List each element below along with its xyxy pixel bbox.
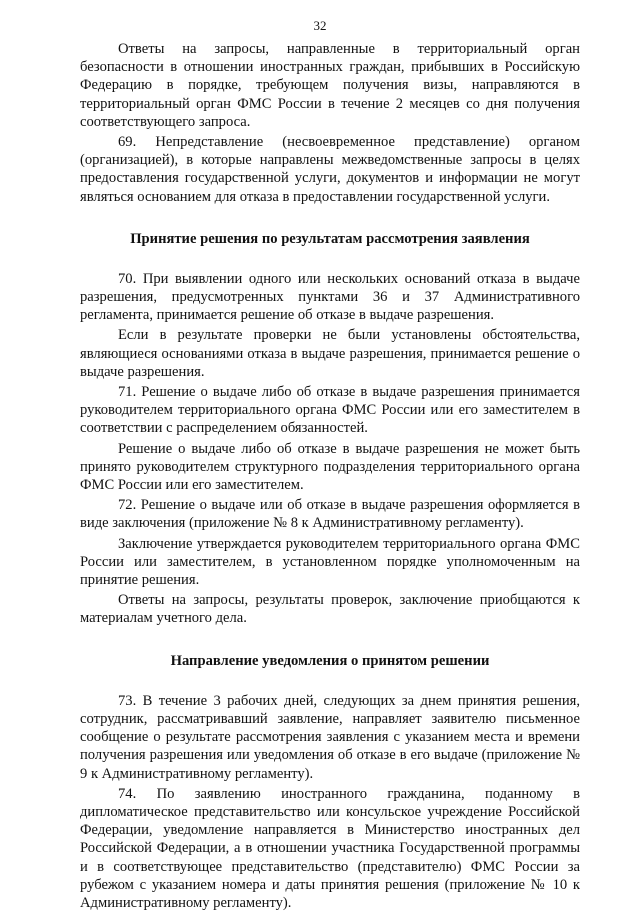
paragraph-72-conclusion: Заключение утверждается руководителем территориального органа ФМС России или заместителем, в установленном порядке уполномоченным на принятие решения. <box>80 535 580 589</box>
paragraph-72: 72. Решение о выдаче или об отказе в выдаче разрешения оформляется в виде заключения (приложение № 8 к Административному регламенту). <box>80 497 580 532</box>
section-heading-notification: Направление уведомления о принятом решении <box>170 652 490 669</box>
paragraph-71-continued: Решение о выдаче либо об отказе в выдаче разрешения не может быть принято руководителем структурного подразделения территориального органа ФМС России или его заместителем. <box>80 440 580 494</box>
section-heading-decision: Принятие решения по результатам рассмотрения заявления <box>130 230 530 247</box>
paragraph-security-answers: Ответы на запросы, направленные в территориальный орган безопасности в отношении иностранных граждан, прибывших в Российскую Федерацию в порядке, требующем получения визы, направляются в территориальный орган ФМС России в течение 2 месяцев со дня получения соответствующего запроса. <box>80 41 580 130</box>
paragraph-74: 74. По заявлению иностранного гражданина, поданному в дипломатическое представительство или консульское учреждение Российской Федерации, уведомление направляется в Министерство иностранных дел Российской Федерации, а в отношении участника Государственной программы и в соответствующее представительство (представителю) ФМС России за рубежом с указанием номера и даты принятия решения (приложение № 10 к Административному регламенту). <box>80 785 580 911</box>
paragraph-70: 70. При выявлении одного или нескольких оснований отказа в выдаче разрешения, предусмотренных пунктами 36 и 37 Административного регламента, принимается решение об отказе в выдаче разрешения. <box>80 270 580 324</box>
paragraph-71: 71. Решение о выдаче либо об отказе в выдаче разрешения принимается руководителем территориального органа ФМС России или его заместителем в соответствии с распределением обязанностей. <box>80 384 580 437</box>
paragraph-72-attachments: Ответы на запросы, результаты проверок, заключение приобщаются к материалам учетного дела. <box>80 592 580 627</box>
document-body <box>80 40 580 912</box>
paragraph-70-continued: Если в результате проверки не были установлены обстоятельства, являющиеся основаниями отказа в выдаче разрешения, принимается решение о выдаче разрешения. <box>80 327 580 380</box>
page-number: 32 <box>313 18 327 33</box>
paragraph-73: 73. В течение 3 рабочих дней, следующих за днем принятия решения, сотрудник, рассматривавший заявление, направляет заявителю письменное сообщение о результате рассмотрения заявления с указанием места и времени получения разрешения или уведомления об отказе в его выдаче (приложение № 9 к Административному регламенту). <box>80 692 580 782</box>
paragraph-69: 69. Непредставление (несвоевременное представление) органом (организацией), в которые направлены межведомственные запросы в целях предоставления государственной услуги, документов и информации не могут являться основанием для отказа в предоставлении государственной услуги. <box>80 134 580 205</box>
